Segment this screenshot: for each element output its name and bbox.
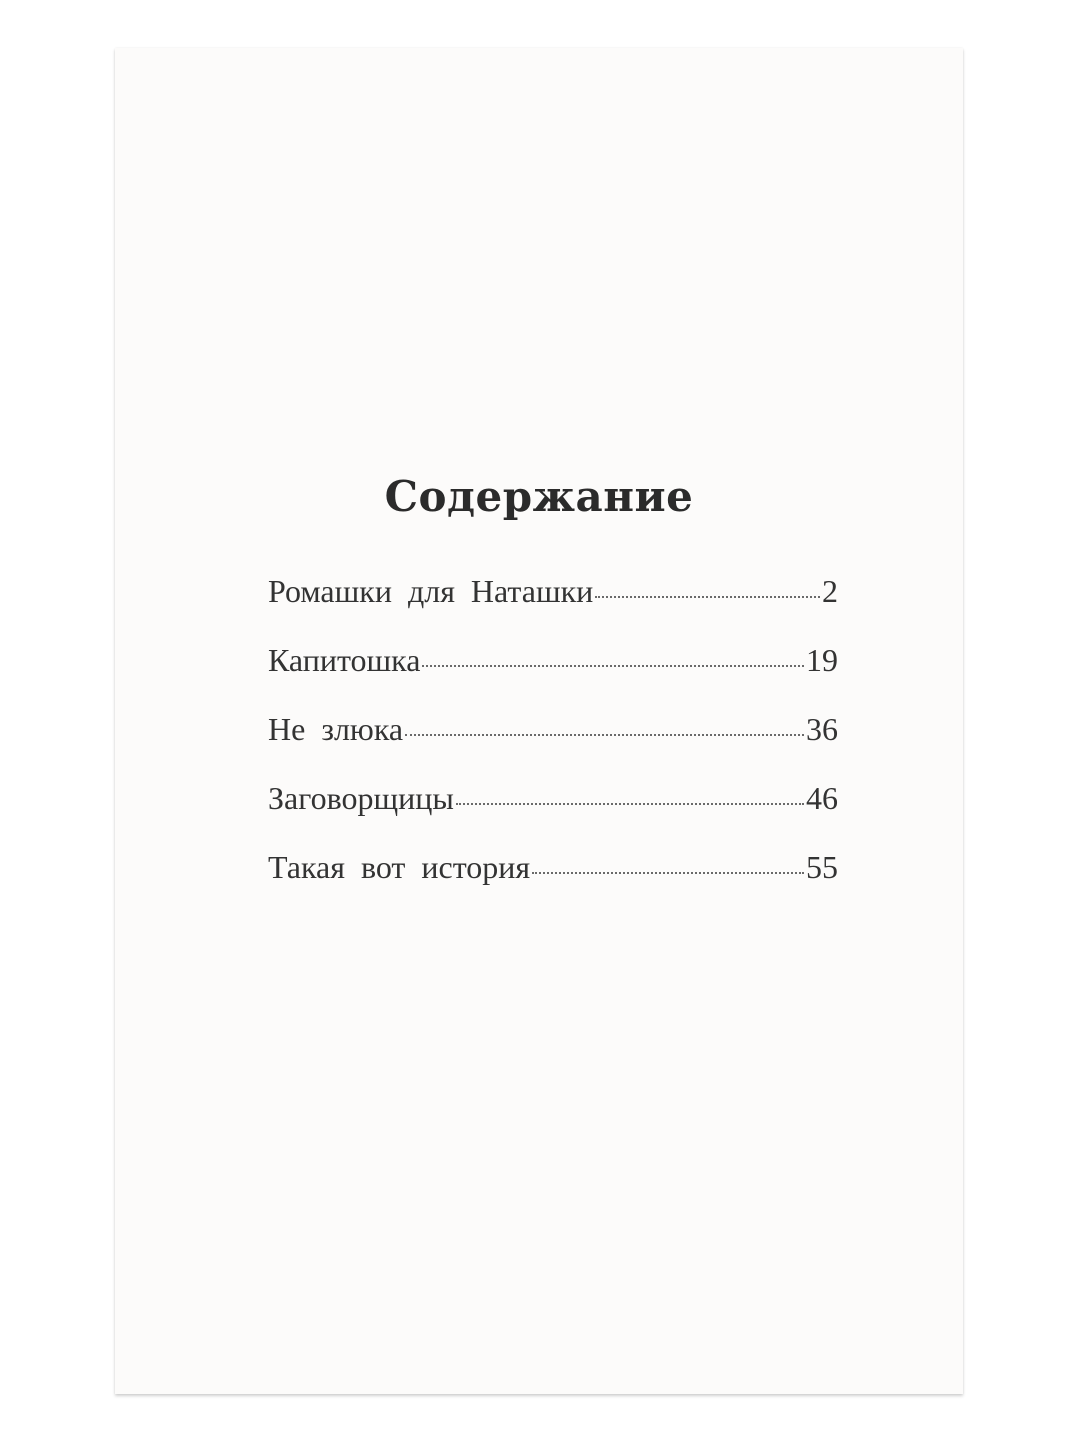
dot-leader <box>422 665 804 667</box>
dot-leader <box>595 596 820 598</box>
toc-heading: Содержание <box>384 472 694 521</box>
toc-entry <box>268 642 838 711</box>
toc-entry <box>268 849 838 918</box>
toc-entry <box>268 711 838 780</box>
toc-page-number: 36 <box>806 711 838 747</box>
toc-entry-title: Капитошка <box>268 642 421 678</box>
dot-leader <box>405 734 804 736</box>
toc-entry-title: Заговорщицы <box>268 780 454 816</box>
toc-page-number: 55 <box>806 849 838 885</box>
toc-entry <box>268 573 838 642</box>
toc-page-number: 46 <box>806 780 838 816</box>
toc-entry <box>268 780 838 849</box>
toc-page-number: 19 <box>806 642 838 678</box>
book-page <box>115 48 963 1394</box>
toc-list <box>268 573 838 918</box>
toc-page-number: 2 <box>822 573 838 609</box>
toc-entry-title: Не злюка <box>268 711 404 747</box>
toc-entry-title: Такая вот история <box>268 849 531 885</box>
toc-entry-title: Ромашки для Наташки <box>268 573 594 609</box>
dot-leader <box>532 872 804 874</box>
dot-leader <box>456 803 804 805</box>
